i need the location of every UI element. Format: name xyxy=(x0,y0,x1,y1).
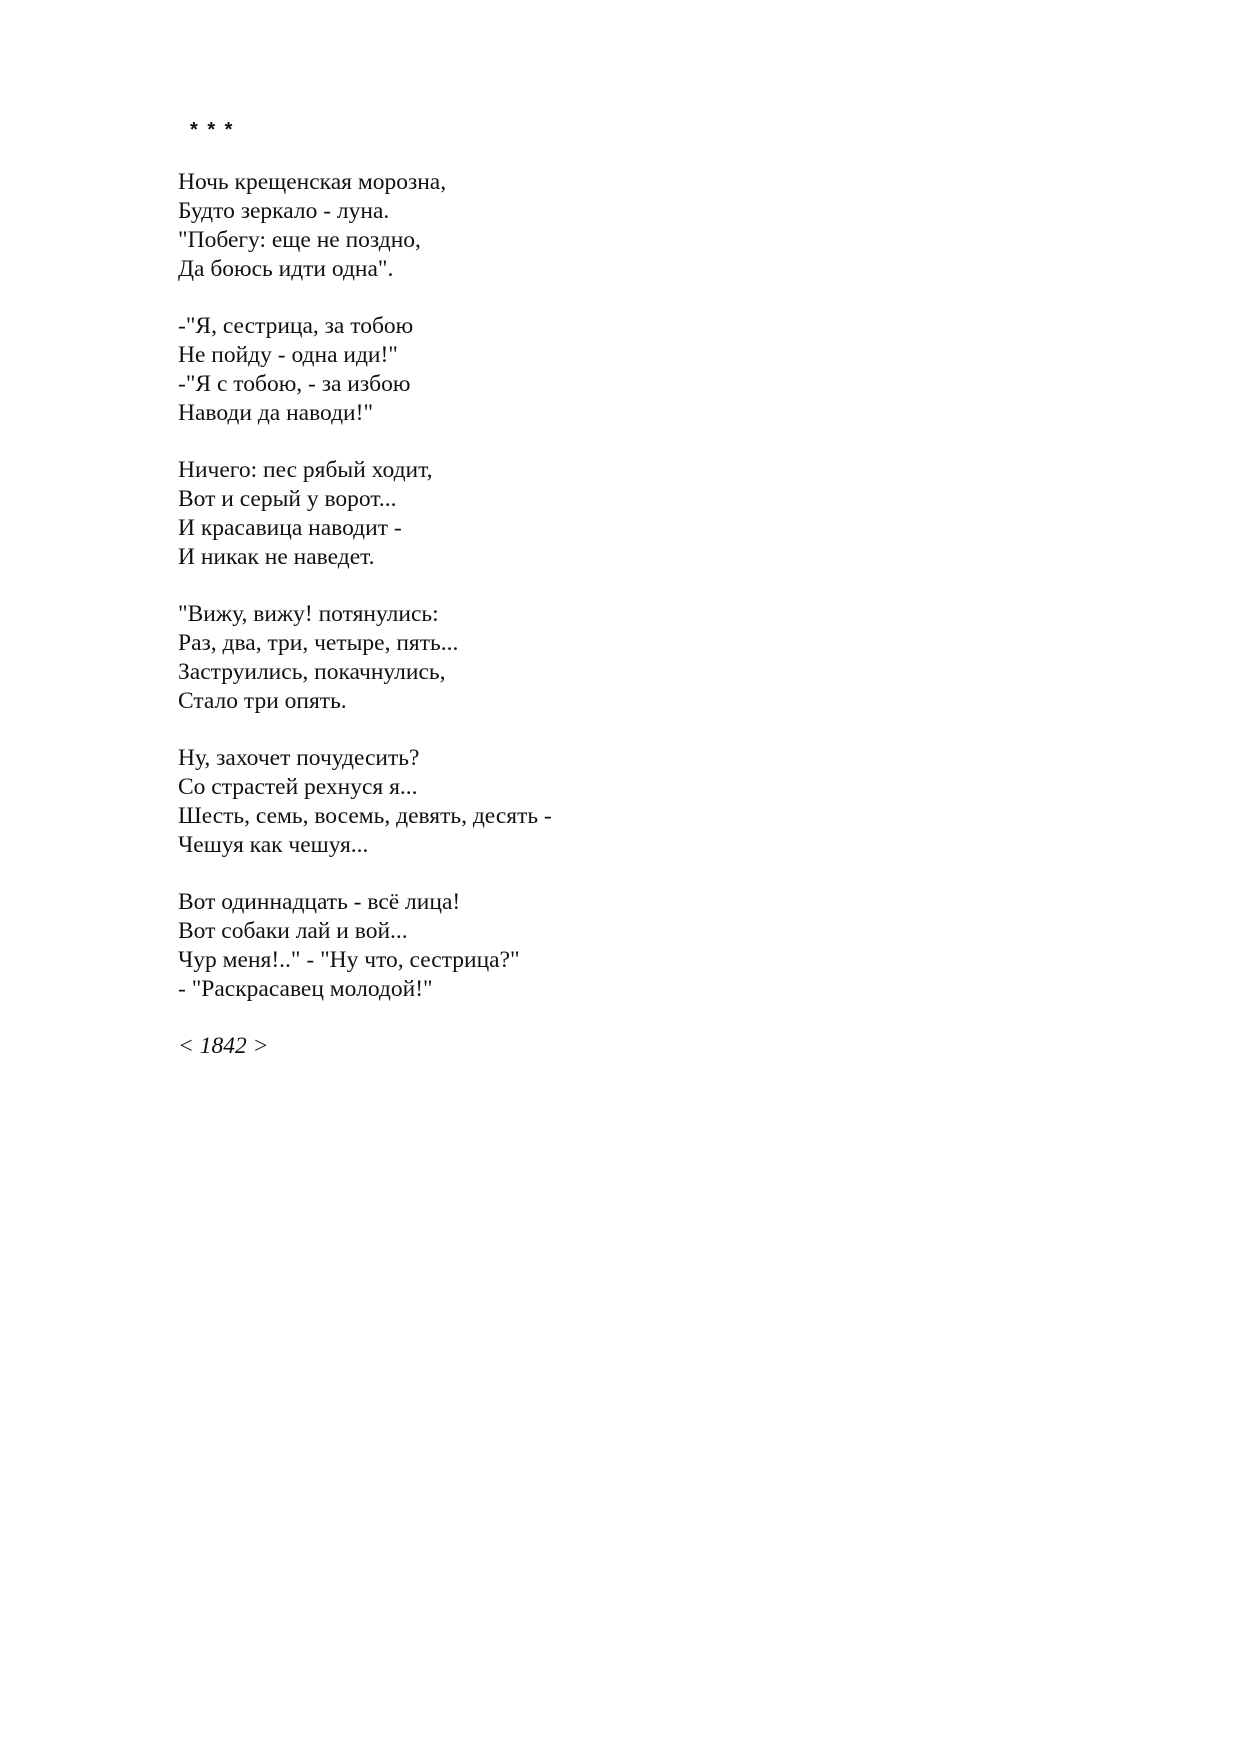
poem-line: Вот собаки лай и вой... xyxy=(178,918,408,944)
poem-line: Да боюсь идти одна". xyxy=(178,256,394,282)
poem-date: < 1842 > xyxy=(178,1033,269,1059)
poem-line: И красавица наводит - xyxy=(178,515,402,541)
poem-line: Будто зеркало - луна. xyxy=(178,198,390,224)
poem-line: Вот и серый у ворот... xyxy=(178,486,397,512)
poem-heading: * * * xyxy=(190,119,235,141)
poem-line: Стало три опять. xyxy=(178,688,347,714)
stanza-5 xyxy=(178,744,1078,860)
poem-line: Шесть, семь, восемь, девять, десять - xyxy=(178,803,552,829)
poem-line: И никак не наведет. xyxy=(178,544,375,570)
poem-line: Наводи да наводи!" xyxy=(178,400,374,426)
poem-line: Ну, захочет почудесить? xyxy=(178,745,420,771)
poem-line: Вот одиннадцать - всё лица! xyxy=(178,889,461,915)
poem-line: Заструились, покачнулись, xyxy=(178,659,446,685)
poem-line: - "Раскрасавец молодой!" xyxy=(178,976,433,1002)
poem-line: Не пойду - одна иди!" xyxy=(178,342,398,368)
stanza-1 xyxy=(178,168,1078,284)
poem-line: Чешуя как чешуя... xyxy=(178,832,369,858)
poem-line: "Побегу: еще не поздно, xyxy=(178,227,421,253)
poem-line: Со страстей рехнуся я... xyxy=(178,774,418,800)
poem-line: Ночь крещенская морозна, xyxy=(178,169,447,195)
poem-line: -"Я с тобою, - за избою xyxy=(178,371,411,397)
poem xyxy=(178,112,1078,1061)
stanza-6 xyxy=(178,888,1078,1004)
poem-line: Раз, два, три, четыре, пять... xyxy=(178,630,459,656)
poem-line: "Вижу, вижу! потянулись: xyxy=(178,601,439,627)
poem-line: Ничего: пес рябый ходит, xyxy=(178,457,433,483)
poem-line: Чур меня!.." - "Ну что, сестрица?" xyxy=(178,947,520,973)
stanza-4 xyxy=(178,600,1078,716)
stanza-2 xyxy=(178,312,1078,428)
poem-line: -"Я, сестрица, за тобою xyxy=(178,313,414,339)
stanza-3 xyxy=(178,456,1078,572)
